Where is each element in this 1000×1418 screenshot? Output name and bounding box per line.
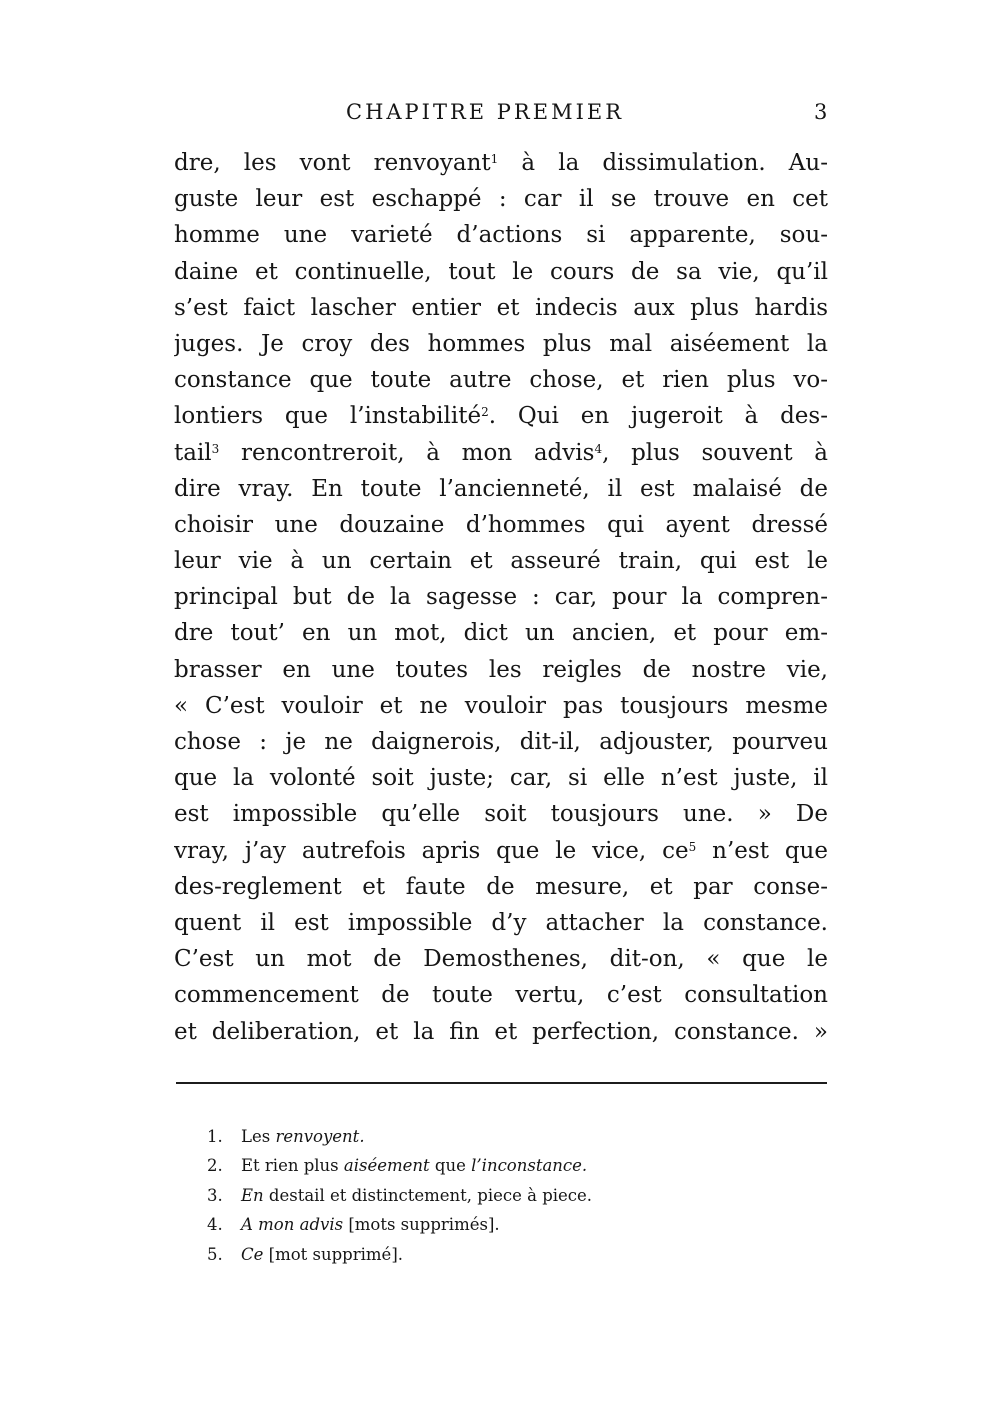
text-line xyxy=(174,543,828,579)
footnote-number: 2. xyxy=(207,1156,223,1176)
footnote-text: [mots supprimés]. xyxy=(343,1215,500,1235)
text-segment: leur vie à un certain et asseuré train, qui est le xyxy=(174,548,828,575)
footnote-reference: 3 xyxy=(211,441,220,456)
text-line xyxy=(174,869,828,905)
text-line xyxy=(174,652,828,688)
text-line xyxy=(174,362,828,398)
text-segment: est impossible qu’elle soit tousjours une. » De xyxy=(174,801,828,828)
footnote-reference: 2 xyxy=(481,405,489,420)
text-segment: « C’est vouloir et ne vouloir pas tousjours mesme xyxy=(174,692,828,719)
text-segment: rencontreroit, à mon advis xyxy=(219,439,595,466)
text-segment: principal but de la sagesse : car, pour la compren- xyxy=(174,584,828,611)
footnote-number: 5. xyxy=(207,1244,223,1264)
footnote-text: [mot supprimé]. xyxy=(263,1244,404,1264)
text-line xyxy=(174,217,828,253)
footnote-number: 1. xyxy=(207,1127,223,1146)
footnote-text: Les xyxy=(241,1127,276,1146)
text-segment: commencement de toute vertu, c’est consultation xyxy=(174,982,828,1009)
running-title: CHAPITRE PREMIER xyxy=(346,100,625,124)
footnote-text: En xyxy=(241,1185,264,1205)
text-line xyxy=(174,290,828,326)
text-line xyxy=(174,507,828,543)
text-segment: daine et continuelle, tout le cours de sa vie, qu’il xyxy=(174,258,828,285)
footnote xyxy=(207,1210,807,1239)
footnote-reference: 4 xyxy=(594,441,603,456)
footnote-text: Ce xyxy=(241,1244,264,1264)
text-line xyxy=(174,1014,828,1050)
text-line xyxy=(174,796,828,832)
text-line xyxy=(174,977,828,1013)
text-line xyxy=(174,724,828,760)
footnote xyxy=(207,1122,807,1151)
footnote-reference: 1 xyxy=(490,152,499,166)
footnote xyxy=(207,1151,807,1180)
text-segment: tail xyxy=(174,439,212,466)
footnote-number: 4. xyxy=(207,1215,223,1235)
text-line xyxy=(174,833,828,869)
text-segment: juges. Je croy des hommes plus mal aiséement la xyxy=(174,330,828,357)
text-segment: guste leur est eschappé : car il se trouve en cet xyxy=(174,186,828,213)
running-head xyxy=(0,92,1000,132)
text-segment: vray, j’ay autrefois apris que le vice, ce xyxy=(174,837,689,864)
footnote-reference: 5 xyxy=(688,839,697,854)
text-segment: homme une varieté d’actions si apparente, sou- xyxy=(174,222,828,249)
text-segment: et deliberation, et la fin et perfection, constance. » xyxy=(174,1018,828,1045)
page-number: 3 xyxy=(814,100,828,124)
text-segment: choisir une douzaine d’hommes qui ayent dressé xyxy=(174,511,828,538)
text-line xyxy=(174,145,828,181)
text-segment: dre, les vont renvoyant xyxy=(174,150,491,176)
footnote xyxy=(207,1240,807,1269)
text-segment: s’est faict lascher entier et indecis aux plus hardis xyxy=(174,294,828,321)
text-segment: dire vray. En toute l’ancienneté, il est malaisé de xyxy=(174,475,828,502)
text-segment: constance que toute autre chose, et rien plus vo- xyxy=(174,367,828,394)
footnote-text: A mon advis xyxy=(241,1215,344,1235)
footnotes xyxy=(207,1122,807,1269)
text-segment: quent il est impossible d’y attacher la constance. xyxy=(174,909,828,936)
text-segment: chose : je ne daignerois, dit-il, adjouster, pourveu xyxy=(174,729,828,755)
footnote-text: aiséement xyxy=(343,1156,430,1176)
footnote-text: que xyxy=(429,1156,472,1176)
text-line xyxy=(174,905,828,941)
footnote-text: destail et distinctement, piece à piece. xyxy=(263,1185,593,1205)
text-line xyxy=(174,579,828,615)
body-text xyxy=(174,145,828,1050)
footnote-text: Et rien plus xyxy=(241,1156,344,1176)
text-line xyxy=(174,254,828,290)
text-segment: lontiers que l’instabilité xyxy=(174,403,482,430)
text-segment: à la dissimulation. Au- xyxy=(498,150,828,176)
text-segment: n’est que xyxy=(696,837,828,864)
footnote-number: 3. xyxy=(207,1185,223,1205)
text-line xyxy=(174,435,828,471)
text-line xyxy=(174,941,828,977)
text-segment: C’est un mot de Demosthenes, dit-on, « que le xyxy=(174,946,828,973)
footnote-text: renvoyent. xyxy=(275,1127,365,1146)
text-line xyxy=(174,615,828,651)
text-line xyxy=(174,398,828,434)
text-line xyxy=(174,760,828,796)
text-line xyxy=(174,471,828,507)
text-line xyxy=(174,688,828,724)
text-segment: . Qui en jugeroit à des- xyxy=(488,403,828,430)
text-segment: que la volonté soit juste; car, si elle n’est juste, il xyxy=(174,765,828,792)
text-segment: brasser en une toutes les reigles de nostre vie, xyxy=(174,656,828,683)
footnote xyxy=(207,1181,807,1210)
text-segment: des-reglement et faute de mesure, et par conse- xyxy=(174,873,828,900)
footnote-text: l’inconstance. xyxy=(471,1156,588,1176)
footnote-rule xyxy=(176,1082,827,1084)
text-segment: dre tout’ en un mot, dict un ancien, et pour em- xyxy=(174,620,828,647)
text-line xyxy=(174,181,828,217)
text-segment: , plus souvent à xyxy=(602,439,828,466)
text-line xyxy=(174,326,828,362)
